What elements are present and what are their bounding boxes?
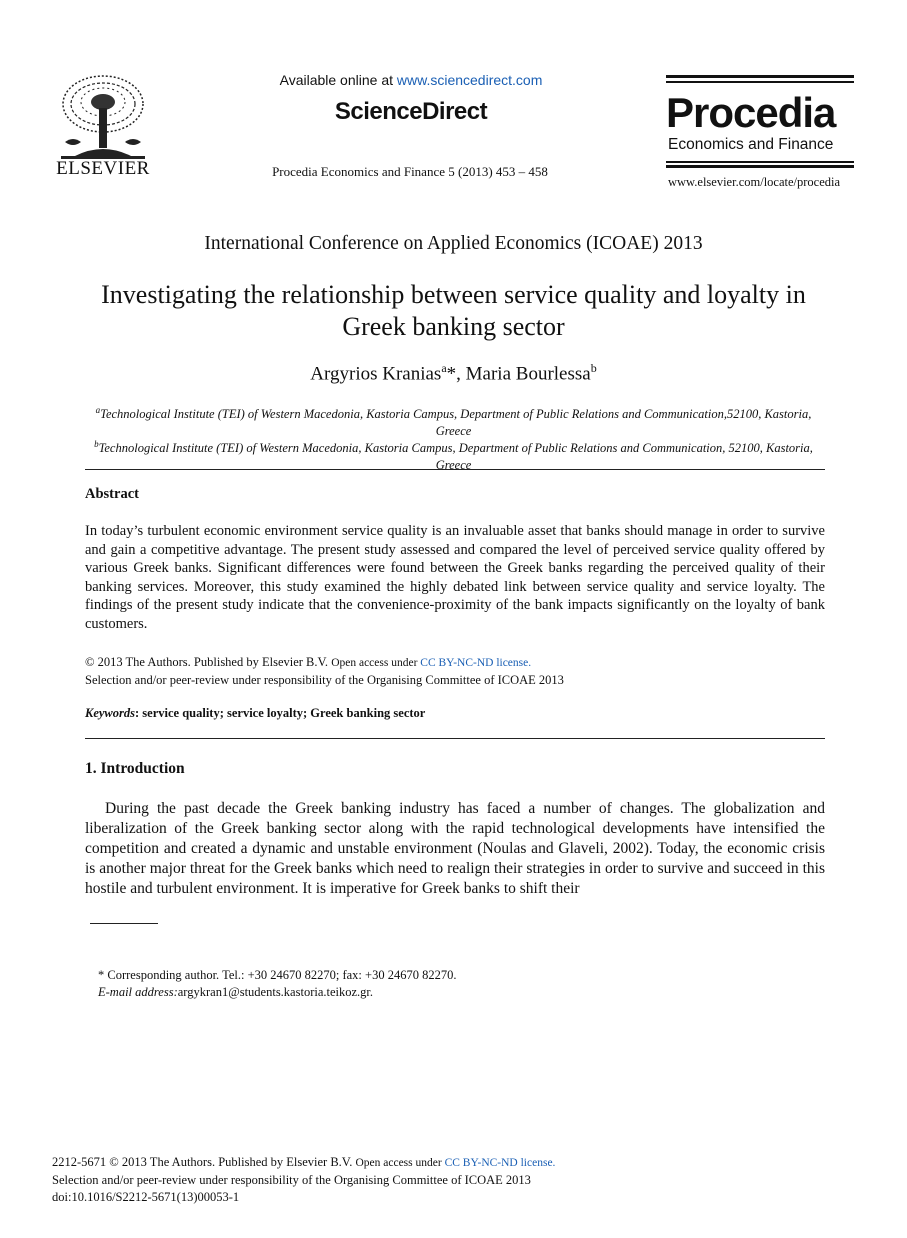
- author-list: [0, 361, 907, 385]
- copyright-line: © 2013 The Authors. Published by Elsevier B.V.: [85, 655, 332, 669]
- available-prefix: Available online at: [279, 72, 397, 88]
- tree-icon: [55, 72, 151, 162]
- author-name: Argyrios Kranias: [310, 363, 442, 385]
- sciencedirect-link[interactable]: www.sciencedirect.com: [396, 72, 543, 88]
- introduction-body: During the past decade the Greek banking industry has faced a number of changes. The globalization and liberalization of the Greek banking sector along with the rapid technological developments have intensified the competition and created a dynamic and unstable environment (Noulas and Glaveli, 2002). Today, the economic crisis is another major threat for the Greek banks which need to realign their strategies in order to survive and succeed in this hostile and turbulent environment. It is imperative for Greek banks to shift their: [85, 800, 825, 897]
- divider: [85, 469, 825, 470]
- elsevier-wordmark: ELSEVIER: [56, 158, 150, 179]
- masthead-rule-bottom-thin: [666, 161, 854, 163]
- journal-url[interactable]: www.elsevier.com/locate/procedia: [668, 175, 841, 189]
- email-label: E-mail address:: [98, 985, 178, 999]
- issn-copyright: 2212-5671 © 2013 The Authors. Published by Elsevier B.V.: [52, 1155, 356, 1169]
- keywords-values: : service quality; service loyalty; Greek banking sector: [135, 706, 426, 720]
- footnote-rule: [90, 923, 158, 924]
- author-affiliation-mark: b: [590, 361, 597, 375]
- affiliation-mark: b: [94, 439, 99, 449]
- corresponding-author-note: * Corresponding author. Tel.: +30 24670 82270; fax: +30 24670 82270.: [98, 968, 457, 982]
- license-link[interactable]: CC BY-NC-ND license.: [444, 1157, 556, 1169]
- footnote: [98, 967, 456, 1001]
- procedia-brand: Procedia: [666, 89, 836, 136]
- email-address[interactable]: argykran1@students.kastoria.teikoz.gr.: [177, 985, 374, 999]
- procedia-subtitle: Economics and Finance: [668, 136, 834, 153]
- affiliation: [90, 402, 817, 440]
- open-access-label: Open access under: [355, 1157, 445, 1169]
- divider: [85, 738, 825, 739]
- journal-reference: Procedia Economics and Finance 5 (2013) 453 – 458: [272, 164, 548, 179]
- section-heading: 1. Introduction: [85, 760, 185, 777]
- conference-name: International Conference on Applied Economics (ICOAE) 2013: [204, 233, 703, 254]
- page-footer: [52, 1154, 555, 1206]
- affiliation-mark: a: [95, 405, 101, 415]
- license-link[interactable]: CC BY-NC-ND license.: [420, 657, 532, 669]
- abstract-body: In today’s turbulent economic environment service quality is an invaluable asset that banks should manage in order to survive and gain a competitive advantage. The present study assessed and compared the level of perceived service quality offered by various Greek banks. Significant differences were found between the Greek banks regarding the perceived quality of their banking services. Moreover, this study examined the highly debated link between service quality and service loyalty. The findings of the present study indicate that the convenience-proximity of the bank impacts significantly on the loyalty of bank customers.: [85, 523, 825, 632]
- sciencedirect-brand: ScienceDirect: [334, 98, 488, 125]
- masthead-rule-bottom: [666, 165, 854, 168]
- affiliation-text: Technological Institute (TEI) of Western Macedonia, Kastoria Campus, Department of Public Relations and Communication, 52100, Kastoria, Greece: [98, 441, 813, 473]
- author-affiliation-mark: a: [441, 361, 447, 375]
- masthead-rule-top-thin: [666, 81, 854, 83]
- corresponding-mark: *,: [446, 363, 466, 385]
- peer-review-line: Selection and/or peer-review under responsibility of the Organising Committee of ICOAE 2013: [52, 1173, 531, 1187]
- open-access-label: Open access under: [331, 657, 421, 669]
- available-online-line: [266, 72, 556, 88]
- keywords-line: [85, 706, 425, 721]
- keywords-label: Keywords: [85, 706, 135, 720]
- paper-title: Investigating the relationship between service quality and loyalty in Greek banking sector: [101, 280, 806, 341]
- peer-review-line: Selection and/or peer-review under responsibility of the Organising Committee of ICOAE 2013: [85, 672, 564, 687]
- doi[interactable]: doi:10.1016/S2212-5671(13)00053-1: [52, 1190, 240, 1204]
- abstract-heading: Abstract: [85, 486, 139, 502]
- author-name: Maria Bourlessa: [465, 363, 591, 385]
- affiliation-text: Technological Institute (TEI) of Western Macedonia, Kastoria Campus, Department of Public Relations and Communication,52100, Kastoria, Greece: [100, 407, 812, 439]
- copyright-notice: [85, 654, 825, 688]
- procedia-masthead: [666, 75, 854, 191]
- masthead-rule-top: [666, 75, 854, 78]
